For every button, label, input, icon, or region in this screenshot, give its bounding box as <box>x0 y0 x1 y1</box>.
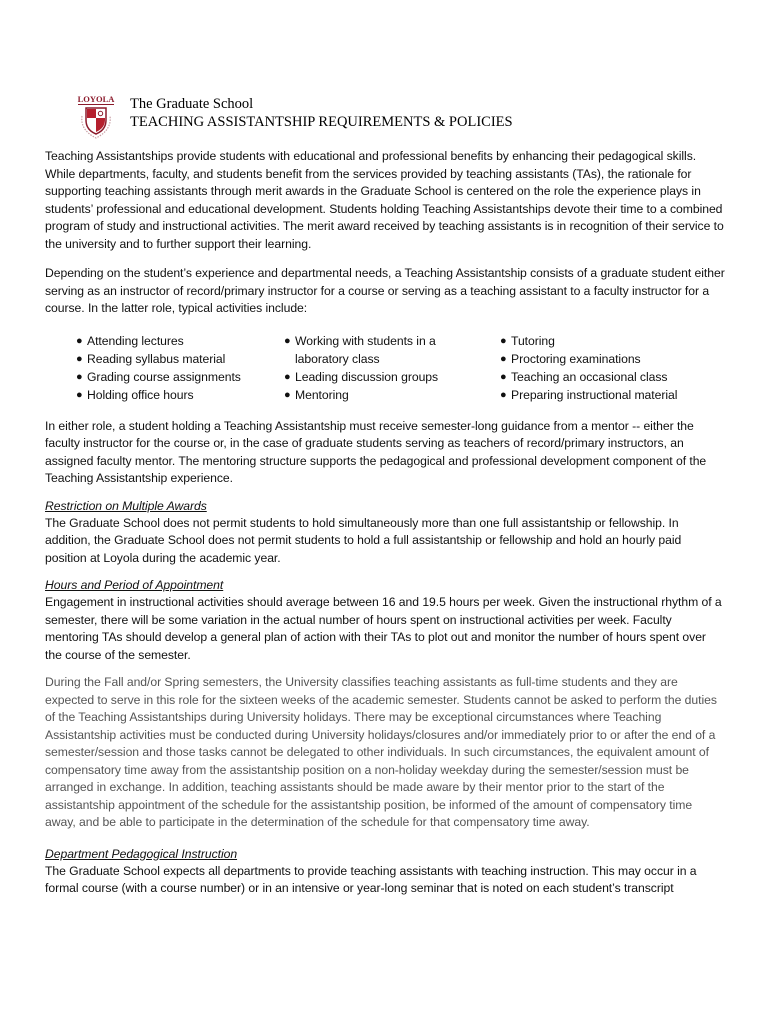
document-body <box>45 148 725 908</box>
section-text: The Graduate School expects all departments to provide teaching assistants with teaching instruction. This may occur in a formal course (with a course number) or in an intensive or year-long seminar that is noted on each student’s transcript <box>45 863 697 895</box>
list-item: ● Proctoring examinations <box>500 351 641 366</box>
list-item: ● Preparing instructional material <box>500 387 678 402</box>
holidays-paragraph: During the Fall and/or Spring semesters, the University classifies teaching assistants as full-time students and they are expected to serve in this role for the sixteen weeks of the academic semester. Students cannot be asked to perform the duties of the Teaching Assistantships during University holidays. There may be exceptional circumstances where Teaching Assistantship activities must be conducted during University holidays/closures and/or immediately prior to or after the end of a semester/session and those tasks cannot be delegated to other individuals. In such circumstances, the equivalent amount of compensatory time away from the assistantship position on a non-holiday weekday during the semester/session must be arranged in exchange. In addition, teaching assistants should be made aware by their mentor prior to the start of the assistantship appointment of the schedule for the assistantship position, be informed of the amount of compensatory time away, and be able to participate in the determination of the schedule for that compensatory time away. <box>45 675 717 829</box>
mentoring-paragraph: In either role, a student holding a Teaching Assistantship must receive semester-long guidance from a mentor -- either the faculty instructor for the course or, in the case of graduate students serving as teachers of record/primary instructors, an assigned faculty mentor. The mentoring structure supports the pedagogical and professional development component of the Teaching Assistantship experience. <box>45 418 707 485</box>
section-text: Engagement in instructional activities should average between 16 and 19.5 hours per week. Given the instructional rhythm of a semester, there will be some variation in the actual number of hours spent on instructional activities per week. Faculty mentoring TAs should develop a general plan of action with their TAs to plot out and monitor the number of hours spent over the course of the semester. <box>45 595 722 662</box>
section-hours <box>45 577 725 664</box>
activities-column <box>76 332 284 404</box>
list-item: ● Working with students in a laboratory class <box>284 333 436 366</box>
list-item: ● Tutoring <box>500 333 555 348</box>
roles-paragraph: Depending on the student’s experience and departmental needs, a Teaching Assistantship consists of a graduate student either serving as an instructor of record/primary instructor for a course or serving as a teaching assistant to a faculty instructor for a course. In the latter role, typical activities include: <box>45 266 725 315</box>
loyola-logo <box>74 94 118 142</box>
list-item: ● Leading discussion groups <box>284 369 439 384</box>
list-item: ● Holding office hours <box>76 387 194 402</box>
list-item: ● Grading course assignments <box>76 369 241 384</box>
list-item: ● Teaching an occasional class <box>500 369 668 384</box>
document-header <box>74 94 513 142</box>
section-heading: Hours and Period of Appointment <box>45 578 224 592</box>
list-item: ● Reading syllabus material <box>76 351 226 366</box>
header-subtitle: TEACHING ASSISTANTSHIP REQUIREMENTS & POLICIES <box>130 114 513 130</box>
header-title: The Graduate School <box>130 96 254 112</box>
section-multiple-awards <box>45 498 725 568</box>
activities-column <box>500 332 710 404</box>
section-pedagogical <box>45 846 725 898</box>
section-heading: Restriction on Multiple Awards <box>45 498 207 513</box>
section-heading: Department Pedagogical Instruction <box>45 846 238 861</box>
activities-column <box>284 332 500 404</box>
section-text: The Graduate School does not permit students to hold simultaneously more than one full assistantship or fellowship. In addition, the Graduate School does not permit students to hold a full assistantship or fellowship and hold an hourly paid position at Loyola during the academic year. <box>45 515 682 565</box>
svg-text:LOYOLA: LOYOLA <box>77 94 115 104</box>
list-item: ● Attending lectures <box>76 333 184 348</box>
list-item: ● Mentoring <box>284 387 349 402</box>
intro-paragraph: Teaching Assistantships provide students with educational and professional benefits by enhancing their pedagogical skills. While departments, faculty, and students benefit from the services provided by teaching assistants (TAs), the rationale for supporting teaching assistants through merit awards in the Graduate School is centered on the role the experience plays in students’ professional and educational development. Students holding Teaching Assistantships devote their time to a combined program of study and instructional activities. The merit award received by teaching assistants is in recognition of their service to the university and to further support their learning. <box>45 149 724 251</box>
activities-list <box>76 332 725 404</box>
